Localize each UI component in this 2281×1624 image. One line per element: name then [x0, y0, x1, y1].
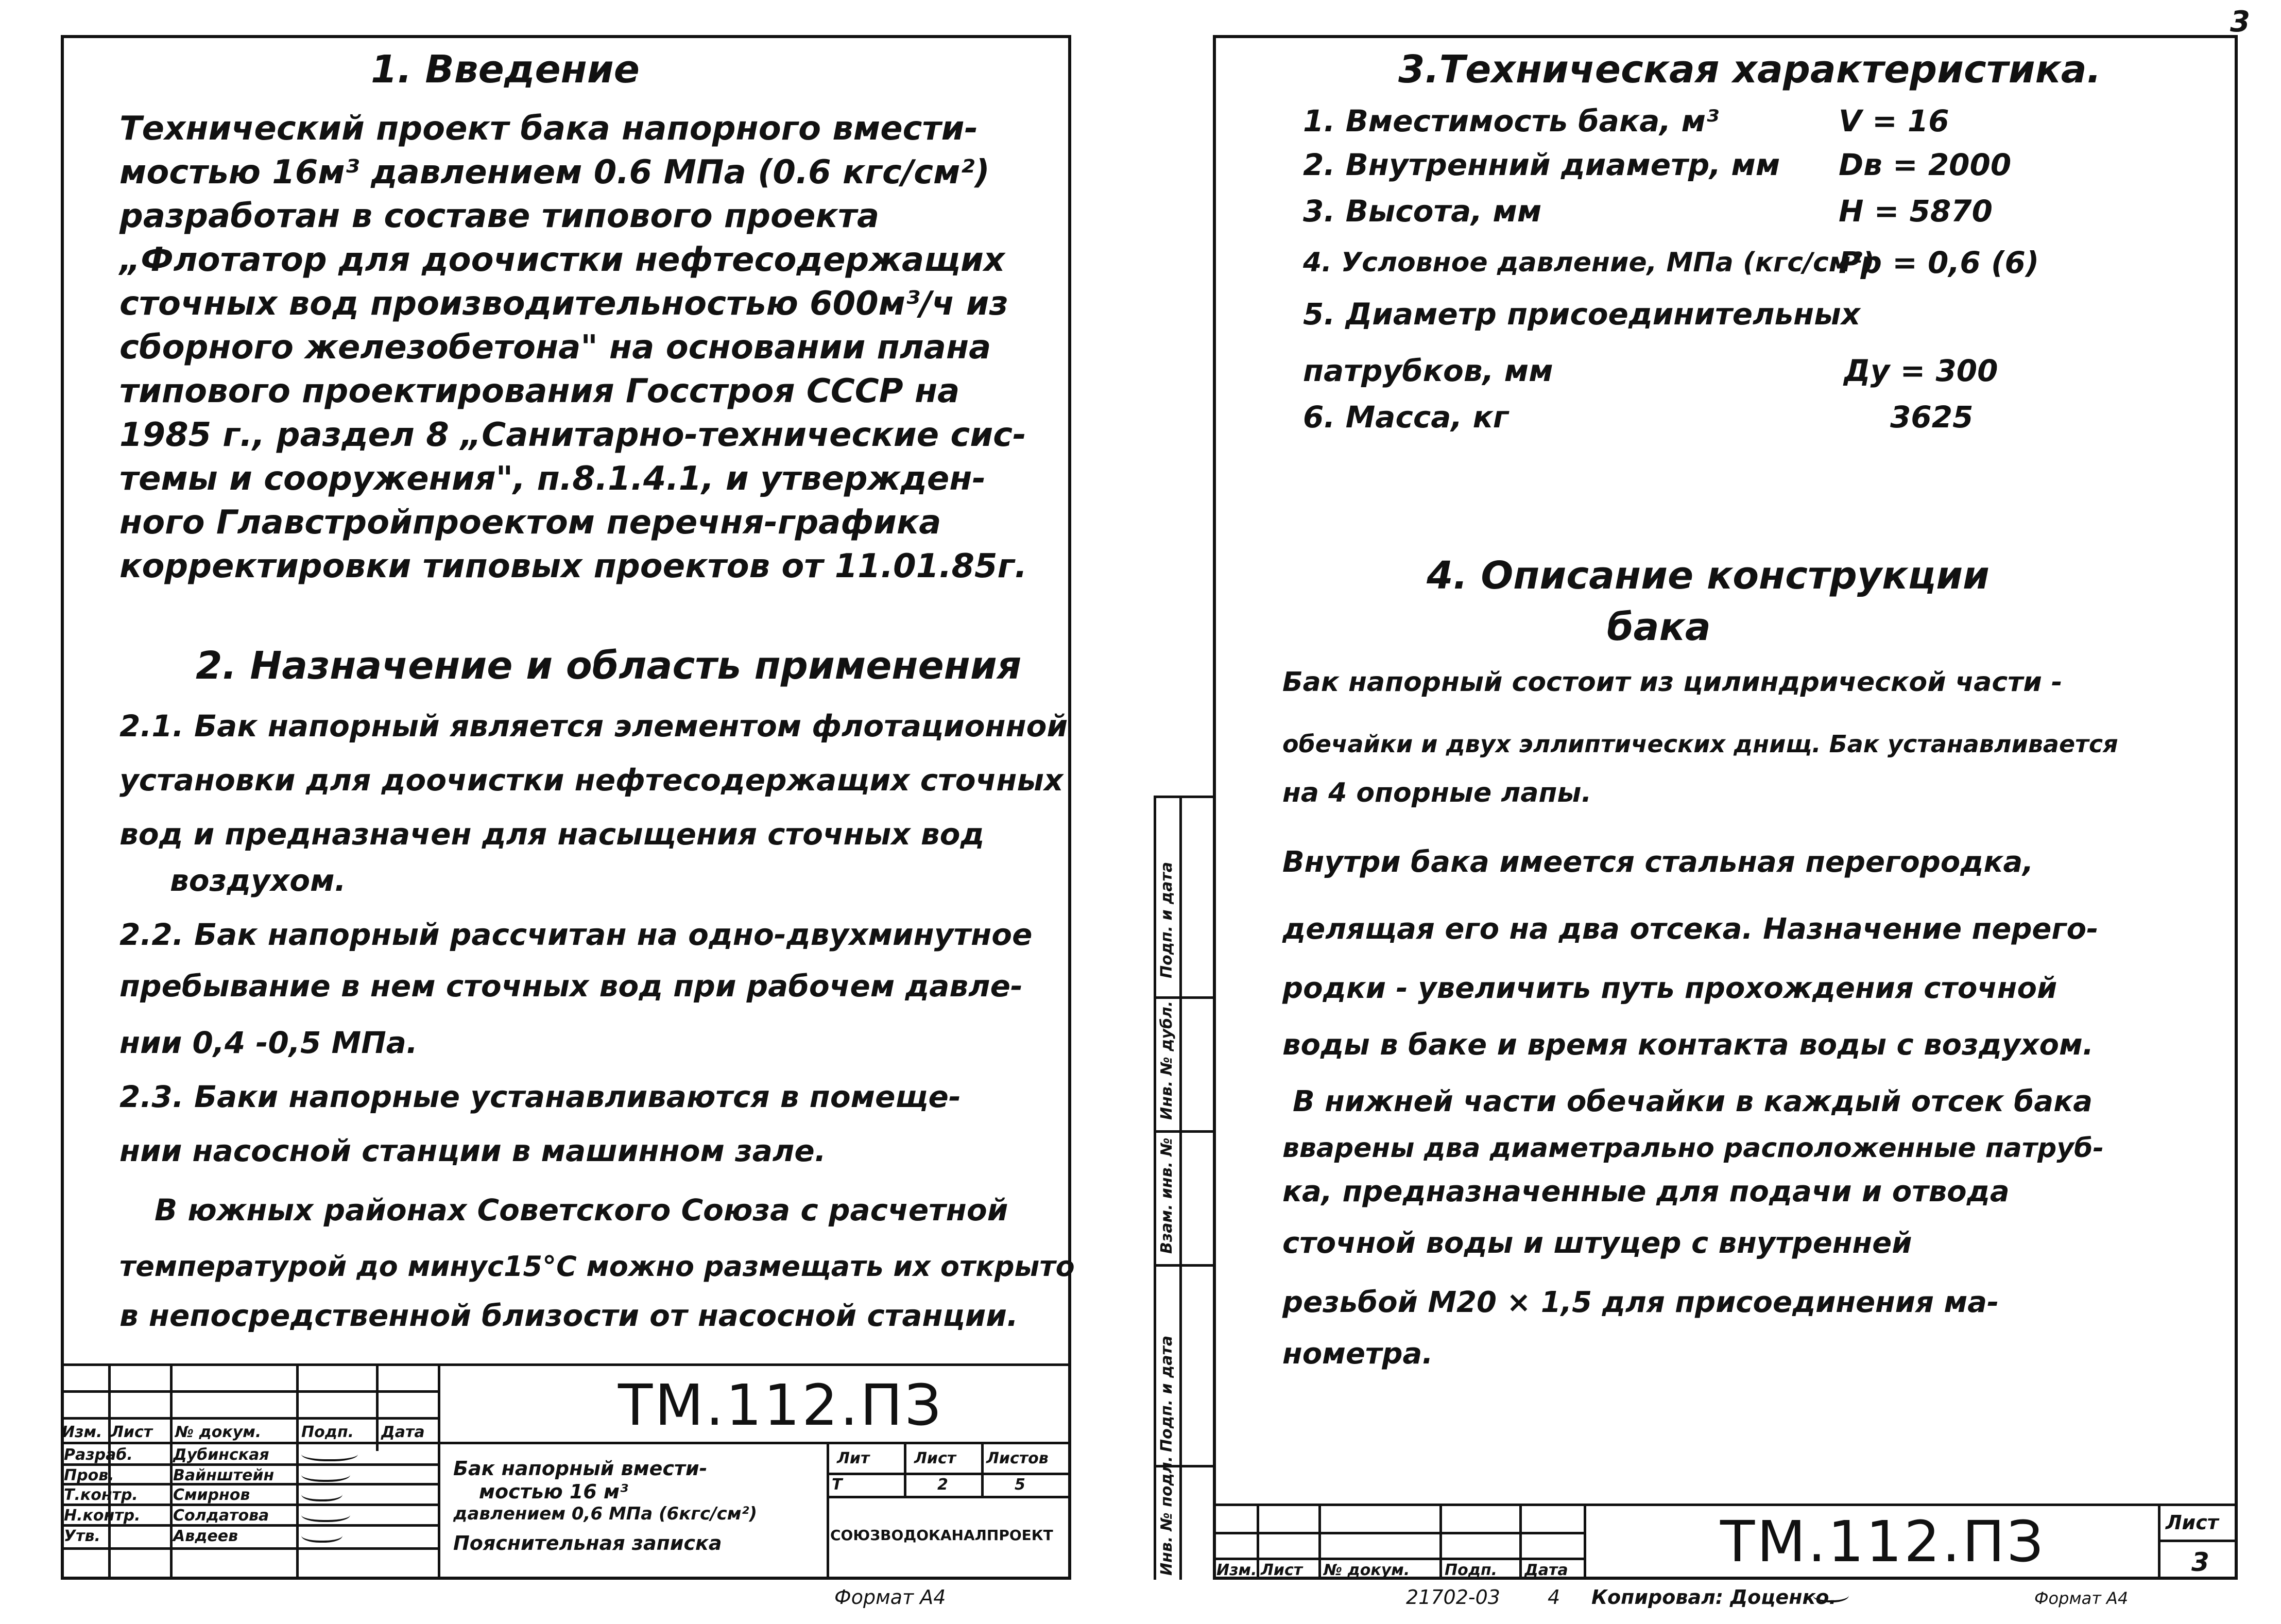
- s2-line: 2.2. Бак напорный рассчитан на одно-двухминутное: [119, 917, 1033, 952]
- s1-line: Технический проект бака напорного вмести-: [119, 110, 979, 148]
- doc-title-line: давлением 0,6 МПа (6кгс/см²): [453, 1504, 758, 1524]
- role-check: Пров.: [64, 1466, 114, 1484]
- s1-line: 1985 г., раздел 8 „Санитарно-технические сис-: [119, 416, 1026, 454]
- doc-code: ТМ.112.ПЗ: [1720, 1509, 2046, 1575]
- spec-label: 4. Условное давление, МПа (кгс/см²): [1303, 247, 1875, 278]
- sheet-header: Лист: [2166, 1511, 2219, 1534]
- spec-value: Dв = 2000: [1839, 147, 2012, 182]
- format-label: Формат А4: [834, 1586, 946, 1609]
- s2-line: установки для доочистки нефтесодержащих сточных: [119, 763, 1064, 798]
- spec-label: 5. Диаметр присоединительных: [1303, 297, 1861, 332]
- doc-title-line: мостью 16 м³: [479, 1480, 628, 1503]
- section-4-title-2: бака: [1607, 605, 1711, 649]
- side-label: Взам. инв. №: [1158, 1137, 1176, 1254]
- s2-line: температурой до минус15°С можно размещать их открыто: [119, 1250, 1075, 1283]
- name-ncontroller: Солдатова: [173, 1507, 269, 1525]
- s2-line: вод и предназначен для насыщения сточных вод: [119, 817, 985, 852]
- col-header-izm: Изм.: [1216, 1561, 1257, 1579]
- lit-header: Лит: [837, 1449, 870, 1467]
- spec-value: Pр = 0,6 (6): [1839, 245, 2039, 280]
- role-ncontrol: Н.контр.: [64, 1507, 141, 1525]
- copier-signature: [1813, 1587, 1849, 1602]
- col-header-list: Лист: [1261, 1561, 1303, 1579]
- name-tcontroller: Смирнов: [173, 1486, 250, 1504]
- s4-line: В нижней части обечайки в каждый отсек бака: [1293, 1085, 2093, 1118]
- side-label: Инв. № дубл.: [1158, 1000, 1176, 1120]
- s2-line: 2.3. Баки напорные устанавливаются в помеще-: [119, 1079, 961, 1114]
- name-approver: Авдеев: [173, 1527, 238, 1545]
- organization: СОЮЗВОДОКАНАЛПРОЕКТ: [830, 1527, 1053, 1544]
- sheets-header: Листов: [986, 1449, 1049, 1467]
- side-label: Подп. и дата: [1158, 1335, 1176, 1452]
- lit-value: Т: [832, 1476, 843, 1494]
- spec-label: патрубков, мм: [1303, 353, 1553, 388]
- s2-line: В южных районах Советского Союза с расчетной: [155, 1193, 1008, 1228]
- col-header-date: Дата: [381, 1423, 425, 1441]
- col-header-list: Лист: [111, 1423, 153, 1441]
- col-header-izm: Изм.: [62, 1423, 102, 1441]
- s1-line: сборного железобетона" на основании плана: [119, 329, 991, 367]
- s2-line: нии насосной станции в машинном зале.: [119, 1133, 826, 1168]
- spec-label: 1. Вместимость бака, м³: [1303, 103, 1719, 139]
- s2-line: в непосредственной близости от насосной станции.: [119, 1298, 1018, 1333]
- s4-line: сточной воды и штуцер с внутренней: [1282, 1226, 1912, 1260]
- spec-value: H = 5870: [1839, 194, 1993, 229]
- spec-label: 3. Высота, мм: [1303, 194, 1542, 229]
- signature: [301, 1446, 358, 1461]
- s4-line: ка, предназначенные для подачи и отвода: [1282, 1175, 2010, 1208]
- signature: [301, 1486, 342, 1501]
- spec-value: V = 16: [1839, 103, 1949, 139]
- s1-line: мостью 16м³ давлением 0.6 МПа (0.6 кгс/см²): [119, 153, 990, 192]
- s1-line: разработан в составе типового проекта: [119, 197, 880, 235]
- s1-line: ного Главстройпроектом перечня-графика: [119, 504, 941, 542]
- s4-line: воды в баке и время контакта воды с воздухом.: [1282, 1028, 2094, 1062]
- signature: [301, 1507, 350, 1522]
- s4-line: обечайки и двух эллиптических днищ. Бак устанавливается: [1282, 730, 2118, 758]
- s4-line: Внутри бака имеется стальная перегородка,: [1282, 845, 2034, 879]
- side-label: Инв. № подл.: [1158, 1456, 1176, 1576]
- col-header-date: Дата: [1524, 1561, 1568, 1579]
- section-4-title: 4. Описание конструкции: [1427, 554, 1990, 598]
- sheet-value: 2: [937, 1476, 948, 1494]
- col-header-sign: Подп.: [1445, 1561, 1498, 1579]
- format-label: Формат А4: [2034, 1588, 2129, 1608]
- section-1-title: 1. Введение: [371, 47, 640, 92]
- footer-number: 21702-03: [1406, 1586, 1500, 1609]
- s2-line: воздухом.: [170, 863, 346, 898]
- role-develop: Разраб.: [64, 1446, 133, 1464]
- doc-title-line: Бак напорный вмести-: [453, 1457, 708, 1480]
- s2-line: нии 0,4 -0,5 МПа.: [119, 1025, 418, 1060]
- col-header-doc: № докум.: [175, 1423, 262, 1441]
- s4-line: на 4 опорные лапы.: [1282, 778, 1592, 808]
- signature: [301, 1527, 342, 1543]
- spec-label: 2. Внутренний диаметр, мм: [1303, 147, 1780, 182]
- s1-line: типового проектирования Госстроя СССР на: [119, 372, 960, 410]
- spec-value: 3625: [1890, 400, 1974, 435]
- page-number: 3: [2230, 5, 2250, 39]
- s2-line: пребывание в нем сточных вод при рабочем давле-: [119, 969, 1023, 1004]
- doc-title-line: Пояснительная записка: [453, 1532, 722, 1554]
- s4-line: родки - увеличить путь прохождения сточной: [1282, 972, 2057, 1005]
- sheet-value: 3: [2191, 1547, 2209, 1577]
- role-approve: Утв.: [64, 1527, 100, 1545]
- role-tcontrol: Т.контр.: [64, 1486, 138, 1504]
- s4-line: Бак напорный состоит из цилиндрической части -: [1282, 667, 2063, 698]
- s1-line: „Флотатор для доочистки нефтесодержащих: [119, 241, 1005, 279]
- s4-line: вварены два диаметрально расположенные патруб-: [1282, 1133, 2104, 1164]
- s4-line: делящая его на два отсека. Назначение перего-: [1282, 912, 2099, 946]
- spec-value: Ду = 300: [1844, 353, 1998, 388]
- s1-line: корректировки типовых проектов от 11.01.85г.: [119, 547, 1027, 585]
- s1-line: темы и сооружения", п.8.1.4.1, и утвержден-: [119, 460, 986, 498]
- doc-code: ТМ.112.ПЗ: [618, 1372, 944, 1438]
- sheets-value: 5: [1015, 1476, 1025, 1494]
- col-header-sign: Подп.: [301, 1423, 354, 1441]
- name-checker: Вайнштейн: [173, 1466, 275, 1484]
- section-2-title: 2. Назначение и область применения: [196, 644, 1022, 688]
- spec-label: 6. Масса, кг: [1303, 400, 1509, 435]
- copied-by: Копировал: Доценко.: [1591, 1586, 1837, 1609]
- side-label: Подп. и дата: [1158, 861, 1176, 978]
- sheet-header: Лист: [914, 1449, 956, 1467]
- col-header-doc: № докум.: [1324, 1561, 1410, 1579]
- s4-line: нометра.: [1282, 1337, 1433, 1371]
- footer-sheet: 4: [1548, 1586, 1560, 1609]
- s4-line: резьбой М20 × 1,5 для присоединения ма-: [1282, 1286, 1999, 1319]
- section-3-title: 3.Техническая характеристика.: [1398, 47, 2101, 92]
- s2-line: 2.1. Бак напорный является элементом флотационной: [119, 709, 1068, 744]
- s1-line: сточных вод производительностью 600м³/ч из: [119, 285, 1008, 323]
- name-developer: Дубинская: [173, 1446, 269, 1464]
- signature: [301, 1466, 350, 1482]
